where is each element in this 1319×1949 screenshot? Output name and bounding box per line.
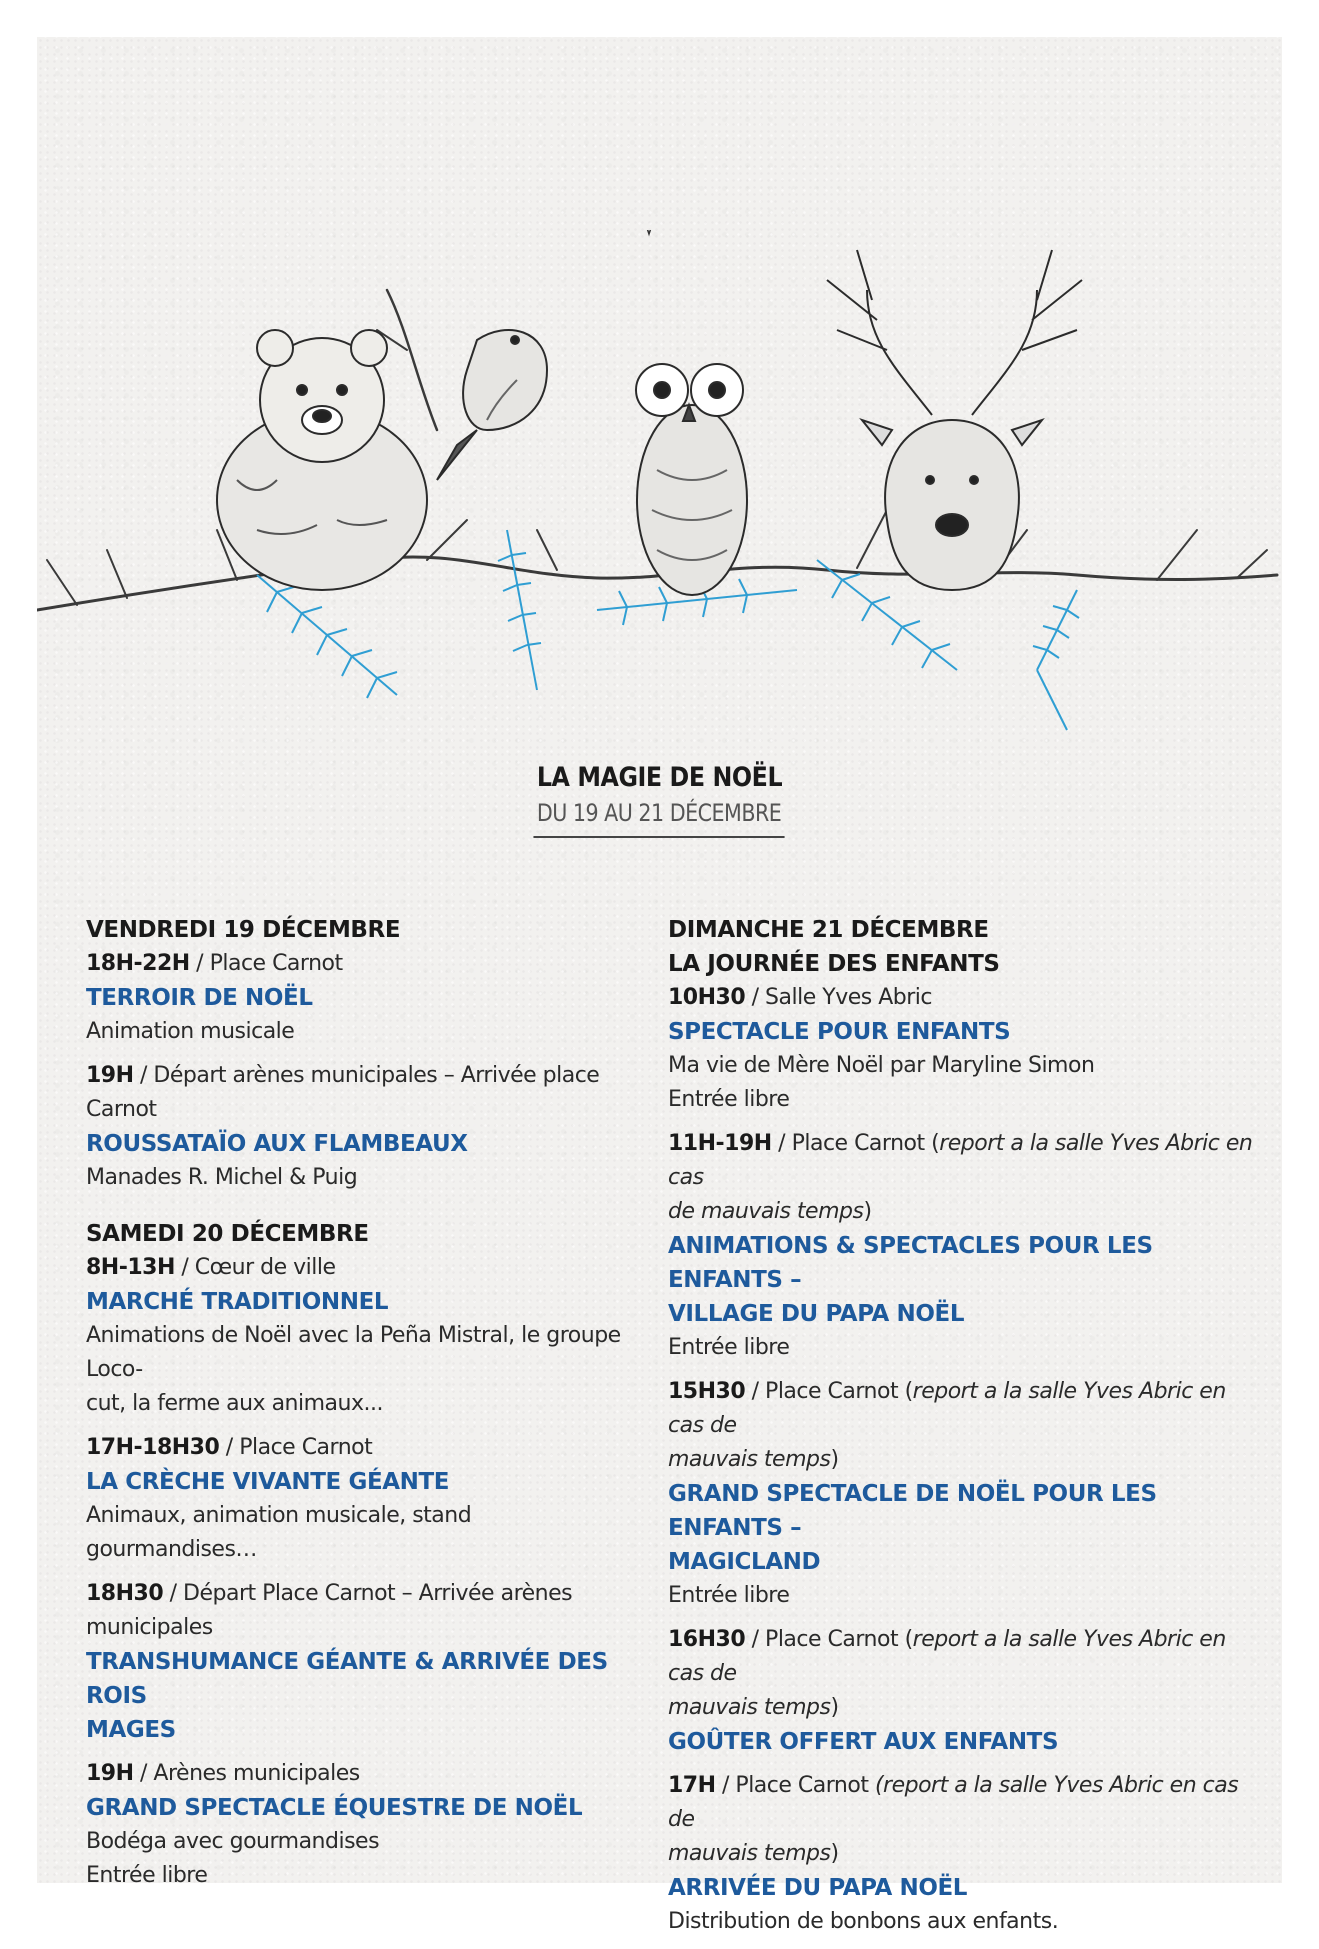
event-time: 17H-18H30	[86, 1435, 220, 1460]
winter-animals-illustration	[37, 230, 1282, 770]
event-time-place	[668, 981, 1258, 1015]
page-heading	[0, 762, 1319, 838]
event-item	[668, 1127, 1258, 1365]
event-time-place	[86, 947, 646, 981]
event-item	[86, 1757, 646, 1893]
day-theme: LA JOURNÉE DES ENFANTS	[668, 951, 1000, 977]
event-time-place	[668, 1769, 1258, 1837]
event-title-cont: VILLAGE DU PAPA NOËL	[668, 1301, 965, 1327]
event-time: 8H-13H	[86, 1255, 175, 1280]
event-weather-note-cont	[668, 1195, 1258, 1229]
page-subtitle: DU 19 AU 21 DÉCEMBRE	[534, 799, 785, 838]
event-time-place	[86, 1577, 646, 1645]
event-title: TERROIR DE NOËL	[86, 985, 313, 1011]
event-title-cont: MAGES	[86, 1717, 176, 1743]
event-place: / Place Carnot	[715, 1773, 875, 1798]
event-item	[668, 1375, 1258, 1613]
event-weather-note: report a la salle Yves Abric en cas de	[668, 1379, 1226, 1438]
event-note-close: )	[863, 1199, 872, 1224]
event-time-place	[86, 1757, 646, 1791]
event-time: 16H30	[668, 1627, 746, 1652]
event-time: 18H-22H	[86, 951, 190, 976]
star-icon	[633, 230, 665, 234]
event-description: Bodéga avec gourmandises	[86, 1829, 380, 1854]
event-item	[86, 1577, 646, 1747]
event-note-close: )	[830, 1695, 839, 1720]
event-place: / Arènes municipales	[133, 1761, 360, 1786]
event-title: GOÛTER OFFERT AUX ENFANTS	[668, 1729, 1059, 1755]
event-title: ANIMATIONS & SPECTACLES POUR LES ENFANTS –	[668, 1233, 1153, 1293]
event-place: / Place Carnot (	[745, 1627, 913, 1652]
day-heading-sunday: DIMANCHE 21 DÉCEMBRE	[668, 917, 989, 943]
event-time: 19H	[86, 1063, 134, 1088]
owl-icon	[636, 364, 747, 595]
event-place: / Place Carnot (	[745, 1379, 913, 1404]
event-description: Manades R. Michel & Puig	[86, 1165, 358, 1190]
event-time: 15H30	[668, 1379, 746, 1404]
event-place: / Place Carnot	[189, 951, 343, 976]
event-title: MARCHÉ TRADITIONNEL	[86, 1289, 389, 1315]
event-item	[86, 1059, 646, 1195]
event-place: / Place Carnot (	[771, 1131, 940, 1156]
event-time-place	[86, 1251, 646, 1285]
event-weather-note-cont	[668, 1691, 1258, 1725]
day-heading-saturday: SAMEDI 20 DÉCEMBRE	[86, 1221, 369, 1247]
event-title: LA CRÈCHE VIVANTE GÉANTE	[86, 1469, 450, 1495]
event-description: Entrée libre	[668, 1335, 790, 1360]
event-time: 18H30	[86, 1581, 164, 1606]
event-time-place	[668, 1623, 1258, 1691]
event-description: Animations de Noël avec la Peña Mistral, le groupe Loco-	[86, 1323, 621, 1382]
event-description: Animation musicale	[86, 1019, 295, 1044]
event-item	[668, 1623, 1258, 1759]
event-description: cut, la ferme aux animaux...	[86, 1391, 383, 1416]
event-time: 19H	[86, 1761, 134, 1786]
event-title: GRAND SPECTACLE ÉQUESTRE DE NOËL	[86, 1795, 583, 1821]
event-weather-note: mauvais temps	[668, 1841, 831, 1866]
right-column	[668, 913, 1258, 1949]
event-place: / Départ Place Carnot – Arrivée arènes municipales	[86, 1581, 573, 1640]
event-weather-note: (report a la salle Yves Abric en cas de	[668, 1773, 1239, 1832]
event-title: TRANSHUMANCE GÉANTE & ARRIVÉE DES ROIS	[86, 1649, 608, 1709]
event-item	[86, 947, 646, 1049]
left-column	[86, 913, 646, 1903]
event-title: SPECTACLE POUR ENFANTS	[668, 1019, 1011, 1045]
event-time-place	[668, 1127, 1258, 1195]
event-place: / Départ arènes municipales – Arrivée place Carnot	[86, 1063, 600, 1122]
event-item	[86, 1251, 646, 1421]
event-weather-note: report a la salle Yves Abric en cas	[668, 1131, 1253, 1190]
day-heading-friday: VENDREDI 19 DÉCEMBRE	[86, 917, 401, 943]
event-weather-note: mauvais temps	[668, 1695, 831, 1720]
event-title: ROUSSATAÏO AUX FLAMBEAUX	[86, 1131, 468, 1157]
page-title: LA MAGIE DE NOËL	[536, 762, 783, 793]
event-note-close: )	[830, 1841, 839, 1866]
event-item	[668, 981, 1258, 1117]
event-time: 10H30	[668, 985, 746, 1010]
bird-icon	[437, 330, 547, 480]
event-title: ARRIVÉE DU PAPA NOËL	[668, 1875, 968, 1901]
event-description: Entrée libre	[668, 1087, 790, 1112]
event-item	[86, 1431, 646, 1567]
event-item	[668, 1769, 1258, 1939]
event-place: / Cœur de ville	[174, 1255, 336, 1280]
event-place: / Salle Yves Abric	[745, 985, 932, 1010]
event-weather-note: de mauvais temps	[668, 1199, 864, 1224]
event-time-place	[86, 1059, 646, 1127]
event-title: GRAND SPECTACLE DE NOËL POUR LES ENFANTS –	[668, 1481, 1157, 1541]
event-description: Animaux, animation musicale, stand gourmandises…	[86, 1503, 472, 1562]
event-time: 17H	[668, 1773, 716, 1798]
event-time: 11H-19H	[668, 1131, 772, 1156]
event-description: Distribution de bonbons aux enfants.	[668, 1909, 1059, 1934]
event-place: / Place Carnot	[219, 1435, 373, 1460]
event-description: Entrée libre	[668, 1583, 790, 1608]
event-time-place	[668, 1375, 1258, 1443]
deer-icon	[827, 250, 1082, 590]
event-description: Ma vie de Mère Noël par Maryline Simon	[668, 1053, 1095, 1078]
event-title-cont: MAGICLAND	[668, 1549, 821, 1575]
event-time-place	[86, 1431, 646, 1465]
event-weather-note-cont	[668, 1837, 1258, 1871]
event-description: Entrée libre	[86, 1863, 208, 1888]
event-weather-note: report a la salle Yves Abric en cas de	[668, 1627, 1226, 1686]
event-note-close: )	[830, 1447, 839, 1472]
bear-icon	[217, 330, 427, 590]
event-weather-note-cont	[668, 1443, 1258, 1477]
event-weather-note: mauvais temps	[668, 1447, 831, 1472]
